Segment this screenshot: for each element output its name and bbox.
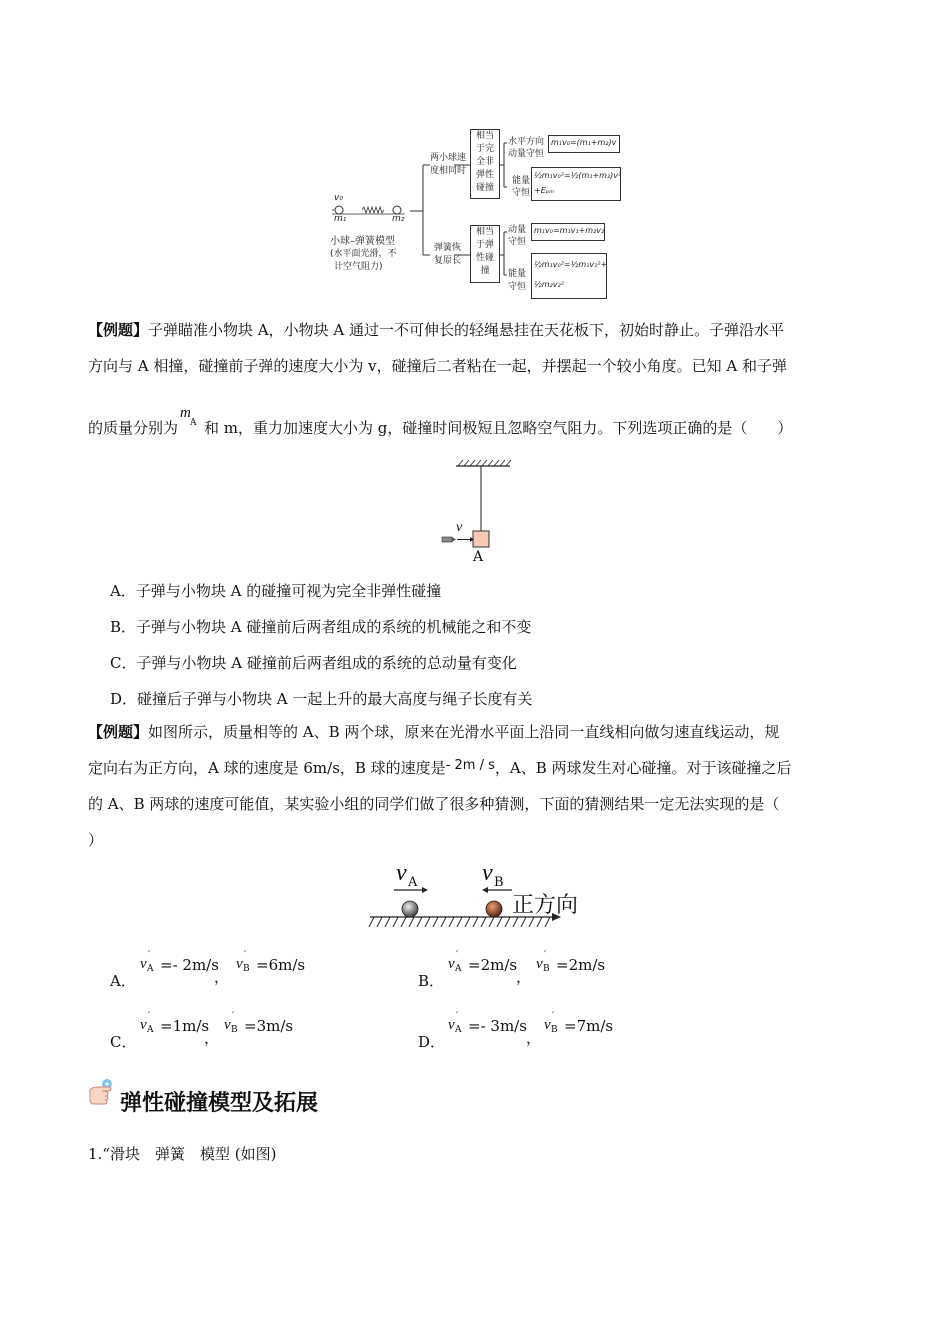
bullet xyxy=(442,537,452,542)
option-comma: ， xyxy=(204,1029,220,1047)
option-vb-prime: ′ xyxy=(244,950,247,961)
branch2-label-1: 弹簧恢 xyxy=(434,243,462,253)
option-vb-value: =2m/s xyxy=(556,956,606,974)
v0-label: v₀ xyxy=(334,193,343,203)
option-vb-value: =6m/s xyxy=(256,956,306,974)
box1-line: 于完 xyxy=(475,144,494,154)
block-a xyxy=(473,531,489,547)
example2-option-d xyxy=(418,1013,718,1053)
example1-option-a: A．子弹与小物块 A 的碰撞可视为完全非弹性碰撞 xyxy=(110,582,442,600)
option-comma: ， xyxy=(214,968,230,986)
example1-line3-wrap xyxy=(88,405,863,446)
fig2-direction-label: 正方向 xyxy=(512,893,579,918)
cons2-eq-2: +Eₚₘ xyxy=(534,186,555,195)
fig2-va-sub: A xyxy=(408,875,418,890)
cons1-label-1: 水平方向 xyxy=(508,137,545,147)
option-va-sub: A xyxy=(455,1025,462,1035)
option-vb-value: =3m/s xyxy=(244,1017,294,1035)
example1-option-c: C．子弹与小物块 A 碰撞前后两者组成的系统的总动量有变化 xyxy=(110,654,517,672)
example2-line3-wrap xyxy=(88,786,863,822)
spring xyxy=(362,207,384,213)
cons1-eq-box xyxy=(548,135,620,153)
cons2-eq-1: ½m₁v₀²=½(m₁+m₂)v² xyxy=(534,171,622,180)
example1-line3-a: 的质量分别为 xyxy=(88,419,179,437)
box2-line: 性碰 xyxy=(475,253,494,263)
example1-line2: 方向与 A 相撞，碰撞前子弹的速度大小为 v，碰撞后二者粘在一起，并摆起一个较小角度。已知 A 和子弹 xyxy=(88,357,787,375)
model-label-1: 小球–弹簧模型 xyxy=(330,236,395,247)
option-vb-symbol: v xyxy=(224,1017,231,1033)
model-diagram xyxy=(330,125,620,303)
example2-line2-wrap xyxy=(88,750,863,788)
branch2-label-2: 复原长 xyxy=(434,256,462,266)
option-letter: A． xyxy=(110,972,136,990)
ball-b xyxy=(486,901,502,917)
example2-line1-wrap xyxy=(88,714,863,750)
option-vb-symbol: v xyxy=(536,956,543,972)
option-va-symbol: v xyxy=(448,1017,455,1033)
example1-option-b: B．子弹与小物块 A 碰撞前后两者组成的系统的机械能之和不变 xyxy=(110,618,532,636)
cons3-label-2: 守恒 xyxy=(508,237,527,247)
box-inelastic xyxy=(470,129,500,199)
option-va-prime: ′ xyxy=(456,950,459,961)
option-va-value: =- 2m/s xyxy=(160,956,219,974)
box2-line: 相当 xyxy=(475,227,494,237)
example2-line2-b: ，A、B 两球发生对心碰撞。对于该碰撞之后 xyxy=(494,759,792,777)
cons3-eq: m₁v₀=m₁v₁+m₂v₂ xyxy=(534,226,605,235)
option-va-symbol: v xyxy=(140,956,147,972)
cons2-label-2: 守恒 xyxy=(512,188,531,198)
option-va-value: =2m/s xyxy=(468,956,518,974)
example2-line4-wrap xyxy=(88,822,863,858)
example1-line3-b: 和 m，重力加速度大小为 g，碰撞时间极短且忽略空气阻力。下列选项正确的是（ ） xyxy=(204,419,793,437)
fig2-vb-symbol: v xyxy=(482,860,493,886)
option-va-sub: A xyxy=(455,964,462,974)
fig2-vb-sub: B xyxy=(494,875,504,890)
example1-text xyxy=(88,312,863,348)
box1-line: 全非 xyxy=(475,157,494,167)
cons4-eq-2: ½m₂v₂² xyxy=(534,280,564,289)
option-va-sub: A xyxy=(147,964,154,974)
example2-option-c xyxy=(110,1013,410,1053)
option-letter: D． xyxy=(418,1033,446,1051)
example2-line3: 的 A、B 两球的速度可能值，某实验小组的同学们做了很多种猜测，下面的猜测结果一定无法实现的是（ xyxy=(88,795,780,813)
option-vb-sub: B xyxy=(243,964,250,974)
cons4-eq-1: ½m₁v₀²=½m₁v₁²+ xyxy=(534,260,608,269)
example2-tag: 【例题】 xyxy=(88,723,149,741)
cons2-label-1: 能量 xyxy=(512,176,531,186)
option-va-prime: ′ xyxy=(148,1011,151,1022)
option-vb-prime: ′ xyxy=(544,950,547,961)
box2-line: 撞 xyxy=(480,266,490,276)
section-heading: 弹性碰撞模型及拓展 xyxy=(120,1091,319,1116)
box1-line: 碰撞 xyxy=(475,183,494,193)
option-va-sub: A xyxy=(147,1025,154,1035)
example2-line1: 如图所示，质量相等的 A、B 两个球，原来在光滑水平面上沿同一直线相向做匀速直线运动，规 xyxy=(148,723,780,741)
example2-line2-val: - 2m / s xyxy=(445,758,495,773)
option-vb-prime: ′ xyxy=(552,1011,555,1022)
fig1-v-label: v xyxy=(456,520,463,535)
cons4-label-2: 守恒 xyxy=(508,282,527,292)
model-label-3: 计空气阻力) xyxy=(334,262,383,272)
cons1-eq: m₁v₀=(m₁+m₂)v xyxy=(551,138,617,147)
ball-m2 xyxy=(393,206,401,214)
option-vb-value: =7m/s xyxy=(564,1017,614,1035)
example2-option-b xyxy=(418,952,718,992)
ball-m1 xyxy=(335,206,343,214)
mA-subscript: A xyxy=(190,418,197,428)
cons2-eq-box xyxy=(531,167,621,201)
cons3-eq-box xyxy=(531,223,605,241)
pointing-hand-icon xyxy=(86,1076,118,1106)
option-va-value: =1m/s xyxy=(160,1017,210,1035)
option-va-symbol: v xyxy=(140,1017,147,1033)
branch1-label-2: 度相同时 xyxy=(430,166,467,176)
option-comma: ， xyxy=(516,968,532,986)
option-vb-symbol: v xyxy=(544,1017,551,1033)
cons3-label-1: 动量 xyxy=(508,225,527,235)
example1-option-d: D．碰撞后子弹与小物块 A 一起上升的最大高度与绳子长度有关 xyxy=(110,690,533,708)
model-label-2: (水平面光滑，不 xyxy=(330,249,397,259)
section-item-1: 1.“滑块 弹簧 模型 (如图) xyxy=(88,1145,277,1163)
branch1-label-1: 两小球速 xyxy=(430,153,467,163)
option-va-value: =- 3m/s xyxy=(468,1017,527,1035)
fig2-va-symbol: v xyxy=(396,860,407,886)
example1-line1: 子弹瞄准小物块 A，小物块 A 通过一不可伸长的轻绳悬挂在天花板下，初始时静止。子弹沿水平 xyxy=(148,321,784,339)
box2-line: 于弹 xyxy=(475,240,494,250)
example2-line2-a: 定向右为正方向，A 球的速度是 6m/s，B 球的速度是 xyxy=(88,759,446,777)
example1-tag: 【例题】 xyxy=(88,321,149,339)
option-comma: ， xyxy=(526,1029,542,1047)
m2-label: m₂ xyxy=(392,214,405,224)
cons4-label-1: 能量 xyxy=(508,269,527,279)
box1-line: 弹性 xyxy=(475,170,494,180)
option-va-prime: ′ xyxy=(456,1011,459,1022)
option-vb-prime: ′ xyxy=(232,1011,235,1022)
option-vb-sub: B xyxy=(551,1025,558,1035)
fig1-a-label: A xyxy=(473,549,484,565)
ball-a xyxy=(402,901,418,917)
example2-option-a xyxy=(110,952,410,992)
box-elastic xyxy=(470,225,500,283)
mA-symbol: m xyxy=(180,405,191,421)
option-vb-symbol: v xyxy=(236,956,243,972)
option-va-symbol: v xyxy=(448,956,455,972)
example2-line4: ） xyxy=(88,831,104,849)
option-vb-sub: B xyxy=(231,1025,238,1035)
option-vb-sub: B xyxy=(543,964,550,974)
option-va-prime: ′ xyxy=(148,950,151,961)
cons4-eq-box xyxy=(531,253,607,299)
example1-line2-wrap xyxy=(88,348,863,384)
option-letter: B． xyxy=(418,972,445,990)
m1-label: m₁ xyxy=(334,214,347,224)
option-letter: C． xyxy=(110,1033,137,1051)
box1-line: 相当 xyxy=(475,131,494,141)
cons1-label-2: 动量守恒 xyxy=(508,149,545,159)
